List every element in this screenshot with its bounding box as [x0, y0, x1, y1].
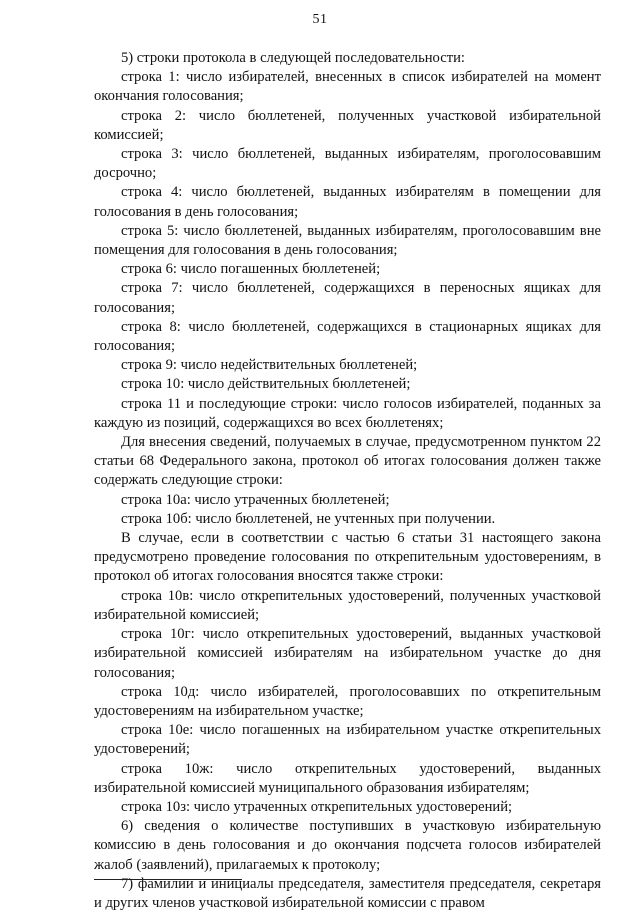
- paragraph: строка 10з: число утраченных открепительных удостоверений;: [121, 798, 513, 815]
- paragraph: строка 1: число избирателей, внесенных в список избирателей на момент окончания голосования;: [94, 69, 601, 105]
- document-body: [94, 49, 601, 913]
- page-number: 51: [312, 12, 328, 27]
- paragraph: строка 2: число бюллетеней, полученных участковой избирательной комиссией;: [94, 107, 601, 143]
- paragraph: 5) строки протокола в следующей последовательности:: [121, 50, 465, 66]
- paragraph: строка 7: число бюллетеней, содержащихся в переносных ящиках для голосования;: [94, 280, 601, 316]
- paragraph: строка 10: число действительных бюллетеней;: [121, 376, 411, 393]
- paragraph: строка 10в: число открепительных удостоверений, полученных участковой избирательной комиссией;: [94, 587, 601, 623]
- paragraph: строка 10д: число избирателей, проголосовавших по открепительным удостоверениям на избирательном участке;: [94, 683, 601, 719]
- paragraph: строка 3: число бюллетеней, выданных избирателям, проголосовавшим досрочно;: [94, 146, 601, 182]
- paragraph: строка 10г: число открепительных удостоверений, выданных участковой избирательной комиссией избирателям на избирательном участке до дня голосования;: [94, 626, 601, 681]
- paragraph: 7) фамилии и инициалы председателя, заместителя председателя, секретаря и других членов участковой избирательной комиссии с правом: [94, 875, 601, 911]
- paragraph: 6) сведения о количестве поступивших в участковую избирательную комиссию в день голосования и до окончания подсчета голосов избирателей жалоб (заявлений), прилагаемых к протоколу;: [94, 818, 601, 873]
- paragraph: строка 4: число бюллетеней, выданных избирателям в помещении для голосования в день голосования;: [94, 184, 601, 220]
- paragraph: строка 10б: число бюллетеней, не учтенных при получении.: [121, 510, 496, 527]
- paragraph: строка 6: число погашенных бюллетеней;: [121, 261, 381, 278]
- paragraph: строка 11 и последующие строки: число голосов избирателей, поданных за каждую из позиций, содержащихся во всех бюллетенях;: [94, 395, 601, 431]
- paragraph: строка 10ж: число открепительных удостоверений, выданных избирательной комиссией муниципального образования избирателям;: [94, 760, 601, 796]
- paragraph: В случае, если в соответствии с частью 6 статьи 31 настоящего закона предусмотрено проведение голосования по открепительным удостоверениям, в протокол об итогах голосования вносятся также строки:: [94, 530, 601, 585]
- paragraph: строка 10е: число погашенных на избирательном участке открепительных удостоверений;: [94, 722, 601, 758]
- paragraph: строка 9: число недействительных бюллетеней;: [121, 357, 418, 374]
- footnote-separator: [94, 879, 242, 880]
- paragraph: строка 8: число бюллетеней, содержащихся в стационарных ящиках для голосования;: [94, 318, 601, 355]
- paragraph: Для внесения сведений, получаемых в случае, предусмотренном пунктом 22 статьи 68 Федерального закона, протокол об итогах голосования должен также содержать следующие строки:: [94, 434, 601, 489]
- paragraph: строка 5: число бюллетеней, выданных избирателям, проголосовавшим вне помещения для голосования в день голосования;: [94, 222, 601, 259]
- paragraph: строка 10а: число утраченных бюллетеней;: [121, 491, 390, 508]
